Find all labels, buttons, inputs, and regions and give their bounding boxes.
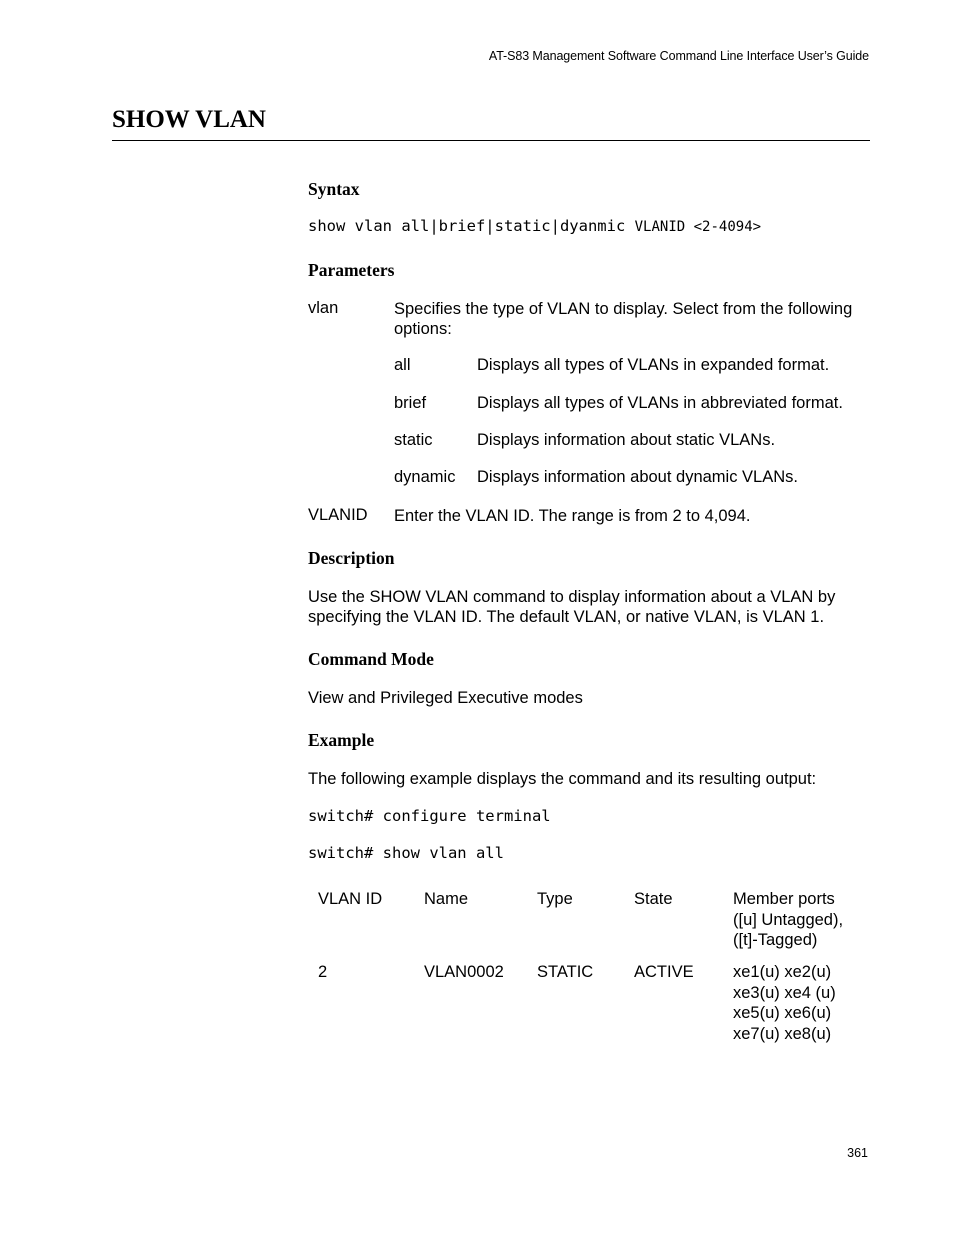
- example-command-show: switch# show vlan all: [308, 844, 504, 862]
- option-static-name: static: [394, 431, 433, 449]
- table-cell-type: STATIC: [537, 963, 594, 981]
- syntax-command: [308, 217, 761, 235]
- example-command-configure: switch# configure terminal: [308, 807, 551, 825]
- title-divider: [112, 140, 870, 141]
- description-text: Use the SHOW VLAN command to display information about a VLAN by specifying the VLAN ID. The default VLAN, or native VLAN, is VLAN 1.: [308, 588, 836, 626]
- param-vlan-name: vlan: [308, 299, 339, 317]
- running-header: AT-S83 Management Software Command Line Interface User’s Guide: [488, 49, 869, 63]
- param-vlanid-description: Enter the VLAN ID. The range is from 2 to 4,094.: [394, 507, 751, 525]
- option-all-name: all: [394, 356, 411, 374]
- example-heading: Example: [308, 730, 375, 750]
- page-number: 361: [847, 1146, 868, 1160]
- example-intro: The following example displays the command and its resulting output:: [308, 770, 817, 788]
- table-header-type: Type: [537, 890, 573, 908]
- option-dynamic-name: dynamic: [394, 468, 456, 486]
- page-title: SHOW VLAN: [112, 106, 266, 133]
- param-vlan-description: Specifies the type of VLAN to display. Select from the following options:: [394, 300, 853, 338]
- command-mode-text: View and Privileged Executive modes: [308, 689, 583, 707]
- description-heading: Description: [308, 548, 395, 568]
- option-all-description: Displays all types of VLANs in expanded format.: [477, 356, 830, 374]
- parameters-heading: Parameters: [308, 260, 395, 280]
- syntax-command-text: show vlan all|brief|static|dyanmic: [308, 217, 635, 235]
- param-vlanid-name: VLANID: [308, 506, 368, 524]
- table-header-member-ports: Member ports ([u] Untagged), ([t]-Tagged): [733, 890, 844, 949]
- table-header-name: Name: [424, 890, 469, 908]
- table-cell-vlan-id: 2: [318, 963, 328, 981]
- option-dynamic-description: Displays information about dynamic VLANs.: [477, 468, 798, 486]
- syntax-argument: VLANID <2-4094>: [634, 219, 762, 235]
- option-brief-name: brief: [394, 394, 427, 412]
- option-brief-description: Displays all types of VLANs in abbreviated format.: [477, 394, 843, 412]
- table-cell-name: VLAN0002: [424, 963, 504, 981]
- table-header-state: State: [634, 890, 673, 908]
- table-cell-member-ports: xe1(u) xe2(u) xe3(u) xe4 (u) xe5(u) xe6(u) xe7(u) xe8(u): [733, 963, 836, 1043]
- option-static-description: Displays information about static VLANs.: [477, 431, 776, 449]
- table-cell-state: ACTIVE: [634, 963, 694, 981]
- command-mode-heading: Command Mode: [308, 649, 434, 669]
- syntax-heading: Syntax: [308, 179, 360, 199]
- table-header-vlan-id: VLAN ID: [318, 890, 383, 908]
